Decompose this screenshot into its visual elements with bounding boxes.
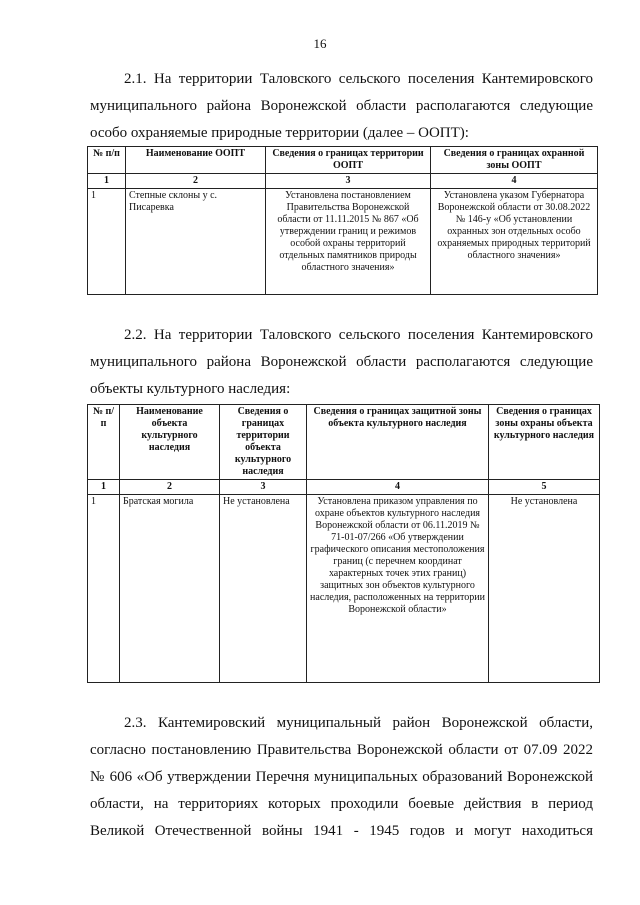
row-boundaries: Установлена постановлением Правительства Воронежской области от 11.11.2015 № 867 «Об утверждении границ и режимов особой охраны территорий отдельных памятников природы областного значения» [266, 189, 431, 295]
col-number: 1 [88, 480, 120, 495]
row-name: Степные склоны у с. Писаревка [126, 189, 266, 295]
cultural-heritage-table [87, 404, 600, 683]
text-line: согласно постановлению Правительства Воронежской области от 07.09 2022 [90, 742, 593, 758]
row-num: 1 [88, 495, 120, 683]
text-line: области, на территориях которых проходили боевые действия в период [90, 796, 593, 812]
col-number: 4 [307, 480, 489, 495]
header-name: Наименование ООПТ [126, 147, 266, 174]
header-boundaries: Сведения о границах территории ООПТ [266, 147, 431, 174]
col-number: 5 [489, 480, 600, 495]
row-num: 1 [88, 189, 126, 295]
row-security-zone: Не установлена [489, 495, 600, 683]
text-line: муниципального района Воронежской области располагаются следующие [90, 98, 593, 114]
row-name: Братская могила [120, 495, 220, 683]
oopt-table [87, 146, 598, 295]
text-line: 2.1. На территории Таловского сельского поселения Кантемировского [124, 71, 593, 87]
col-number: 2 [120, 480, 220, 495]
text-line: Великой Отечественной войны 1941 - 1945 годов и могут находиться [90, 823, 593, 839]
header-zone: Сведения о границах охранной зоны ООПТ [431, 147, 598, 174]
header-protective-zone: Сведения о границах защитной зоны объекта культурного наследия [307, 405, 489, 480]
table-header-row [88, 405, 600, 480]
header-territory: Сведения о границах территории объекта культурного наследия [220, 405, 307, 480]
col-number: 2 [126, 174, 266, 189]
page-number: 16 [313, 36, 327, 51]
table-row [88, 189, 598, 295]
section-2-2-paragraph [90, 322, 593, 403]
row-protective-zone: Установлена приказом управления по охране объектов культурного наследия Воронежской области от 06.11.2019 № 71-01-07/266 «Об утверждении графического описания местоположения границ (с перечнем координат характерных точек этих границ) защитных зон объектов культурного наследия, расположенных на территории Воронежской области» [307, 495, 489, 683]
row-territory: Не установлена [220, 495, 307, 683]
table-row [88, 495, 600, 683]
col-number: 4 [431, 174, 598, 189]
text-line: 2.3. Кантемировский муниципальный район Воронежской области, [124, 715, 593, 731]
header-security-zone: Сведения о границах зоны охраны объекта культурного наследия [489, 405, 600, 480]
section-2-3-paragraph [90, 710, 593, 845]
text-line: объекты культурного наследия: [90, 381, 291, 397]
text-line: № 606 «Об утверждении Перечня муниципальных образований Воронежской [90, 769, 593, 785]
row-zone: Установлена указом Губернатора Воронежской области от 30.08.2022 № 146-у «Об установлении охранных зон отдельных особо охраняемых природных территорий областного значения» [431, 189, 598, 295]
column-number-row [88, 174, 598, 189]
col-number: 1 [88, 174, 126, 189]
header-num: № п/п [88, 405, 120, 480]
column-number-row [88, 480, 600, 495]
col-number: 3 [220, 480, 307, 495]
table-header-row [88, 147, 598, 174]
col-number: 3 [266, 174, 431, 189]
text-line: муниципального района Воронежской области располагаются следующие [90, 354, 593, 370]
header-name: Наименование объекта культурного наследия [120, 405, 220, 480]
text-line: 2.2. На территории Таловского сельского поселения Кантемировского [124, 327, 593, 343]
section-2-1-paragraph [90, 66, 593, 147]
text-line: особо охраняемые природные территории (далее – ООПТ): [90, 125, 469, 141]
header-num: № п/п [88, 147, 126, 174]
